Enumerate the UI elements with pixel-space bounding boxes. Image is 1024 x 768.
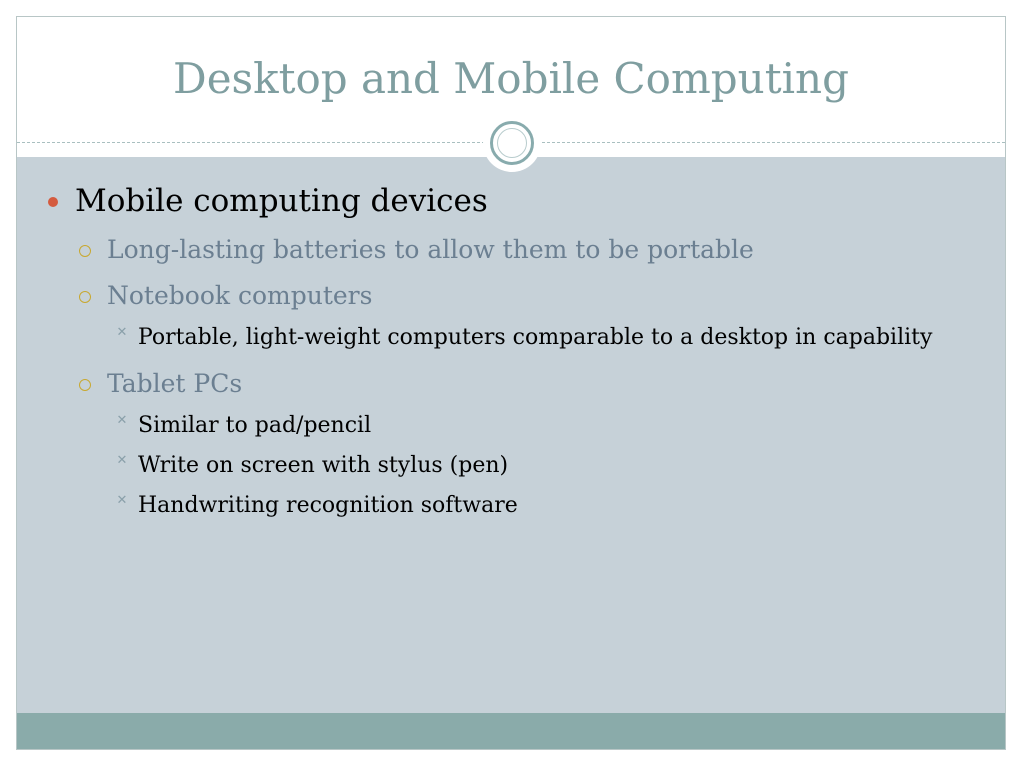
bullet-list bbox=[45, 179, 975, 529]
bullet-text: Write on screen with stylus (pen) bbox=[138, 453, 509, 478]
footer-bar bbox=[17, 713, 1005, 749]
bullet-level-1 bbox=[45, 179, 975, 223]
bullet-text: Mobile computing devices bbox=[75, 183, 488, 219]
bullet-text: Similar to pad/pencil bbox=[138, 413, 372, 438]
bullet-level-3 bbox=[45, 409, 975, 443]
bullet-level-2 bbox=[45, 361, 975, 407]
x-mark-icon: ✕ bbox=[116, 453, 128, 468]
bullet-level-3 bbox=[45, 321, 975, 355]
bullet-text: Notebook computers bbox=[107, 281, 373, 310]
bullet-text: Tablet PCs bbox=[107, 369, 243, 398]
bullet-level-2 bbox=[45, 227, 975, 273]
slide-title: Desktop and Mobile Computing bbox=[173, 54, 849, 103]
bullet-text: Long-lasting batteries to allow them to be portable bbox=[107, 235, 754, 264]
x-mark-icon: ✕ bbox=[116, 413, 128, 428]
bullet-text: Portable, light-weight computers comparable to a desktop in capability bbox=[138, 325, 933, 350]
x-mark-icon: ✕ bbox=[116, 325, 128, 340]
title-ornament bbox=[483, 114, 541, 172]
filled-circle-icon bbox=[48, 197, 58, 207]
bullet-level-3 bbox=[45, 489, 975, 523]
hollow-circle-icon bbox=[79, 245, 91, 257]
hollow-circle-icon bbox=[79, 379, 91, 391]
bullet-level-3 bbox=[45, 449, 975, 483]
x-mark-icon: ✕ bbox=[116, 493, 128, 508]
bullet-text: Handwriting recognition software bbox=[138, 493, 518, 518]
double-ring-icon bbox=[490, 121, 534, 165]
hollow-circle-icon bbox=[79, 291, 91, 303]
bullet-level-2 bbox=[45, 273, 975, 319]
slide bbox=[16, 16, 1006, 750]
